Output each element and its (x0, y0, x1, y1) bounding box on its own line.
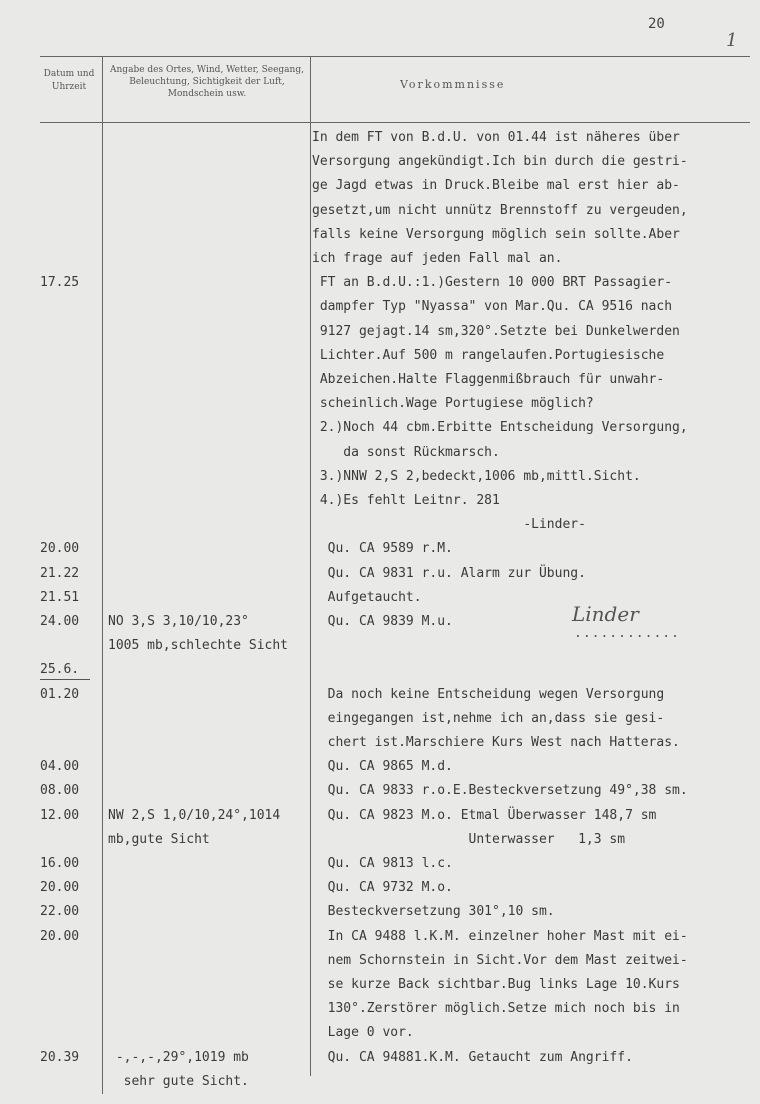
row-weather: NW 2,S 1,0/10,24°,1014 (108, 807, 281, 823)
row-text: In dem FT von B.d.U. von 01.44 ist näheres über (312, 130, 680, 145)
header-rule (40, 122, 750, 123)
row-time: 04.00 (40, 759, 80, 775)
row-text: gesetzt,um nicht unnütz Brennstoff zu vergeuden, (312, 202, 688, 218)
row-text: Besteckversetzung 301°,10 sm. (312, 904, 555, 920)
row-time: 17.25 (40, 275, 80, 291)
row-text: In CA 9488 l.K.M. einzelner hoher Mast mit ei- (312, 928, 688, 944)
row-text: scheinlich.Wage Portugiese möglich? (312, 396, 594, 412)
row-text: 4.)Es fehlt Leitnr. 281 (312, 493, 500, 508)
row-text: 3.)NNW 2,S 2,bedeckt,1006 mb,mittl.Sicht. (312, 468, 641, 484)
row-text: ich frage auf jeden Fall mal an. (312, 251, 563, 266)
row-text: se kurze Back sichtbar.Bug links Lage 10.Kurs (312, 977, 680, 992)
row-text: Qu. CA 9833 r.o.E.Besteckversetzung 49°,38 sm. (312, 783, 688, 799)
row-time: 21.51 (40, 589, 80, 605)
row-time: 20.39 (40, 1049, 80, 1065)
row-text: Abzeichen.Halte Flaggenmißbrauch für unwahr- (312, 372, 665, 387)
row-time: 01.20 (40, 686, 80, 702)
column-divider-1 (102, 56, 103, 1094)
row-text: Unterwasser 1,3 sm (312, 831, 626, 847)
row-text: 2.)Noch 44 cbm.Erbitte Entscheidung Versorgung, (312, 420, 688, 436)
row-text: Qu. CA 94881.K.M. Getaucht zum Angriff. (312, 1049, 633, 1065)
row-text: falls keine Versorgung möglich sein sollte.Aber (312, 226, 680, 242)
page-mark: 1 (726, 30, 738, 51)
row-time: 16.00 (40, 856, 80, 871)
row-text: chert ist.Marschiere Kurs West nach Hatteras. (312, 735, 680, 750)
row-text: Lage 0 vor. (312, 1025, 414, 1041)
row-text: nem Schornstein in Sicht.Vor dem Mast zeitwei- (312, 952, 688, 968)
row-time: 24.00 (40, 614, 80, 629)
row-text: Qu. CA 9865 M.d. (312, 759, 453, 775)
row-text: Qu. CA 9589 r.M. (312, 541, 453, 557)
signature-image: Linder (572, 602, 639, 626)
row-text: FT an B.d.U.:1.)Gestern 10 000 BRT Passagier- (312, 275, 673, 291)
row-text: Lichter.Auf 500 m rangelaufen.Portugiesische (312, 347, 665, 363)
row-time: 20.00 (40, 880, 80, 896)
row-text: Qu. CA 9831 r.u. Alarm zur Übung. (312, 565, 586, 581)
row-text: Qu. CA 9732 M.o. (312, 880, 453, 896)
row-time: 12.00 (40, 807, 80, 823)
row-weather: mb,gute Sicht (108, 831, 210, 847)
row-weather: 1005 mb,schlechte Sicht (108, 638, 289, 654)
row-text: -Linder- (312, 517, 586, 533)
row-text: 130°.Zerstörer möglich.Setze mich noch bis in (312, 1001, 680, 1017)
date-underline (40, 679, 90, 680)
row-text: Qu. CA 9839 M.u. (312, 614, 453, 629)
row-time: 21.22 (40, 565, 80, 581)
row-weather: sehr gute Sicht. (108, 1073, 249, 1089)
row-text: da sonst Rückmarsch. (312, 444, 500, 460)
row-time: 25.6. (40, 662, 80, 678)
row-time: 20.00 (40, 541, 80, 557)
row-text: eingegangen ist,nehme ich an,dass sie gesi- (312, 710, 665, 726)
row-time: 20.00 (40, 928, 80, 944)
header-weather: Angabe des Ortes, Wind, Wetter, Seegang, Beleuchtung, Sichtigkeit der Luft, Mondschein usw. (110, 65, 304, 99)
row-text: dampfer Typ "Nyassa" von Mar.Qu. CA 9516 nach (312, 299, 673, 315)
header-events: Vorkommnisse (400, 78, 506, 91)
row-text: 9127 gejagt.14 sm,320°.Setzte bei Dunkelwerden (312, 323, 680, 339)
signature-dots: ............ (574, 626, 680, 641)
row-time: 22.00 (40, 904, 80, 920)
row-text: Aufgetaucht. (312, 589, 422, 605)
row-weather: NO 3,S 3,10/10,23° (108, 614, 249, 629)
row-text: Qu. CA 9823 M.o. Etmal Überwasser 148,7 sm (312, 807, 657, 823)
header-time: Datum und Uhrzeit (43, 69, 95, 92)
row-text: Qu. CA 9813 l.c. (312, 856, 453, 871)
row-weather: -,-,-,29°,1019 mb (108, 1049, 249, 1065)
row-text: Versorgung angekündigt.Ich bin durch die gestri- (312, 154, 688, 170)
column-divider-2 (310, 56, 311, 1076)
top-rule (40, 56, 750, 57)
page-number: 20 (648, 16, 665, 32)
row-text: ge Jagd etwas in Druck.Bleibe mal erst hier ab- (312, 178, 680, 194)
row-text: Da noch keine Entscheidung wegen Versorgung (312, 686, 665, 702)
row-time: 08.00 (40, 783, 80, 799)
